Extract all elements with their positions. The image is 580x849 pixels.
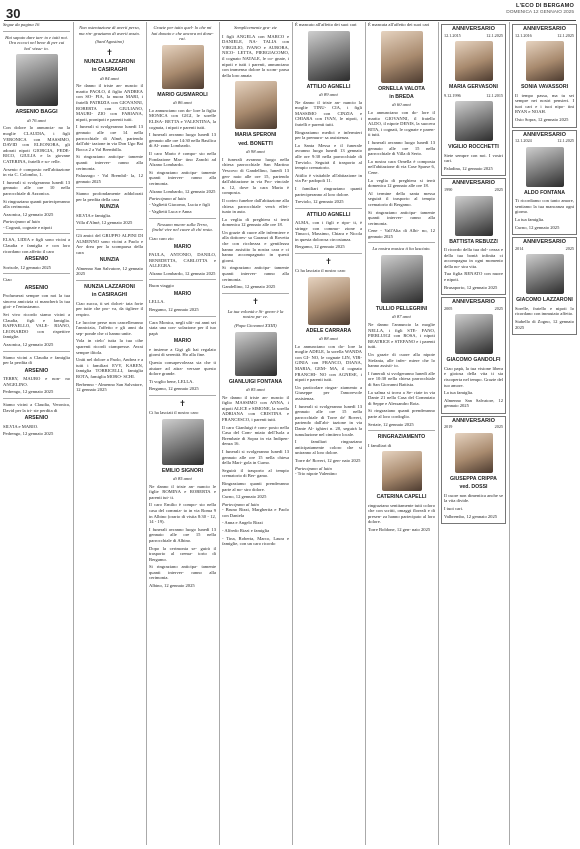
deceased-name-sub: ved. BONETTI	[238, 140, 273, 147]
portrait-photo	[455, 314, 493, 354]
condolence-place-date: Villa d'Almè, 12 gennaio 2025	[76, 220, 133, 226]
condolence-place-date: Bergamo, 12 gennaio 2025	[295, 244, 345, 250]
notice-text: Si ringraziano anticipa- tamente quanti interver- ranno alla cerimonia.	[76, 154, 143, 171]
quote: La tua volontà e Si- gnore è la nostra pa- ce.	[227, 308, 284, 320]
thanks-title: RINGRAZIAMENTO	[377, 434, 426, 441]
notice-text: La veglia di preghiera si terrà domenica 12 gennaio alle ore 18.	[222, 216, 289, 228]
anniversary-sign: La tua famiglia.	[444, 390, 474, 396]
divider	[3, 398, 70, 399]
condolence-sign: SILVIA e MARIO.	[3, 423, 39, 429]
portrait-photo	[526, 41, 564, 81]
quote: Semplicemente gra- zie	[234, 25, 277, 30]
condolence-place-date: Almenno San Salvatore, 12 gennaio 2025	[76, 265, 143, 277]
condolence-place-date: Azzonica, 12 gennaio 2025	[3, 342, 54, 347]
date-end: 12.1.2025	[557, 138, 574, 144]
notice-text: Con dolore lo annuncia- no la moglie CLAUDIA, i figli VERONICA con MASSIMO, DAVID con ELEONORA, gli adorati nipoti GIORGIA, FEDE- RICO, GIULIA e la giovane CATERINA, fratelli e so- relle.	[3, 125, 70, 164]
portrait-photo	[455, 101, 493, 141]
divider	[149, 279, 216, 280]
portrait-photo	[235, 81, 277, 129]
condolence-name: MARIO	[173, 338, 192, 345]
divider	[368, 430, 435, 431]
notice-text: Le luccine perse non cancelleranno l'annicizia, l'affetto e gli anni da sep- ponde che ci hanno unite.	[76, 319, 143, 336]
condolence-place-date: Alzano Lombardo, 12 gennaio 2025	[149, 270, 216, 276]
deceased-age: di 98 anni	[246, 149, 265, 155]
notice-intro: Ci ha lasciato il nostro caro	[295, 268, 346, 274]
date-end: 2025	[494, 305, 503, 311]
anniversary-place-date: Valbrembo, 12 gennaio 2025	[444, 513, 498, 519]
anniversary-title: ANNIVERSARIO	[452, 26, 495, 32]
page-number: 30	[6, 6, 21, 21]
portrait-photo	[382, 451, 422, 491]
anniversary-sign: La tua famiglia.	[515, 216, 545, 222]
condolence-place-date: Sorisole, 12 gennaio 2025	[3, 264, 51, 270]
deceased-age: di 84 anni	[100, 75, 119, 81]
notice-place-date: Palazzago - Val Brembil- la, 12 gennaio 2025	[76, 173, 143, 184]
anniversary-box	[441, 416, 506, 524]
portrait-photo	[455, 196, 493, 236]
notice-text: I familiari ringraziano anticipatamente coloro che si uniranno al loro dolore.	[295, 439, 362, 456]
condolence-text: Sianno profondamente addolorati per la perdita della cara	[76, 191, 143, 202]
portrait-photo	[235, 332, 277, 376]
deceased-name: MARIA SPERONI	[234, 132, 277, 139]
notice-place-date: Curno, 12 gennaio 2025	[222, 494, 267, 500]
notice-place-date: Gandellino, 12 gennaio 2025	[222, 284, 276, 290]
portrait-photo	[455, 41, 493, 81]
divider	[3, 351, 70, 352]
deceased-name: MARIA GERVASONI	[449, 84, 498, 91]
notice-text: Ringraziamo quanti prenderanno parte al no- stro dolore.	[222, 480, 289, 492]
date-start: 9.12.1996	[444, 92, 461, 98]
deceased-name-sub: in BREDA	[389, 94, 414, 100]
condolence-text: e insieme a Gigi gli hai regalato giorni di serenità. Ho alla fine.	[149, 346, 216, 358]
condolence-place-date: Pedrengo, 12 gennaio 2025	[3, 389, 54, 395]
notice-text: Un particolare ringra- ziamento a Giuseppe per l'amorevole assistenza.	[295, 384, 362, 401]
anniversary-box	[441, 24, 506, 176]
divider	[295, 253, 362, 254]
notice-text: I funerali si svolgeranno lunedì 13 gennaio alle ore 10 nella parrocchiale di Azzonica.	[3, 179, 70, 196]
quote: Nessuno muore sulla Terra, finché vive nel cuore di chi resta.	[152, 221, 213, 233]
deceased-age: di 60 anni	[392, 102, 411, 108]
notice-text: Si ringraziano anticipa- tamente quanti interver- ranno alla cerimonia.	[149, 169, 216, 186]
notice-text: I funerali avranno luogo lunedì 13 gennaio alle ore 14:30 nella Basilica di Al- zano Lombardo.	[149, 132, 216, 149]
condolence-text: Profumerai sempre con noi la tua sincera amicizia ci mancherà la tua gioi- e l'entusiasmo.	[3, 293, 70, 310]
notice-intro: Ci ha lasciati il nostro caro	[149, 409, 199, 415]
anniversary-title: ANNIVERSARIO	[452, 299, 495, 306]
deceased-name: SONIA VAVASSORI	[520, 84, 569, 91]
notice-text: La Santa Messa e il funerale avranno luogo lunedì 13 gennaio alle ore 9:30 nella parrocchiale di Treviolo. Seguirà il trasporto al tempio crematorio.	[295, 142, 362, 171]
divider	[3, 273, 70, 274]
notice-place-date: Cene - Vall'Alta di Albi- no, 12 gennaio 2025	[368, 228, 435, 239]
condolence-sign: Ti voglio bene, LELLA.	[149, 378, 194, 384]
deceased-name-sub: in CASIRAGHI	[91, 67, 128, 74]
notice-text: I funerali avranno luogo lunedì 13 gennaio alle ore 15 nella parrocchiale di Albino.	[149, 526, 216, 543]
notice-place-date: Berbenno - Almenno San Salvatore, 12 gennaio 2025	[76, 381, 143, 393]
condolence-name: MARIO	[173, 243, 192, 250]
participant: - Cognati, cognate e nipoti	[3, 224, 52, 230]
deceased-name: NUNZIA LAZZARONI	[84, 284, 135, 291]
date-end: 2025	[494, 424, 503, 430]
condolence-text: Cara Monica, negli ulti- mi anni sei stata una con- solazione per il tuo papà	[149, 319, 216, 336]
notice-text: I familiari ringraziano quanti parteciperanno al loro dolore.	[295, 185, 362, 197]
column-7	[438, 22, 509, 846]
notice-text: Seguirà il trasporto al tempio crematorio di Ber- gamo.	[222, 467, 289, 479]
deceased-age: di 86 anni	[173, 100, 192, 106]
portrait-photo	[381, 255, 423, 303]
anniversary-box	[512, 130, 577, 236]
notice-text: I figli ANGELA con MARCO e DANIELE, NA- TALIA con VIRGILIO, IVANO e AURORA, NICO- LETTA, PIERGIACOMO, il cognato NATALE, le co- gnate, i nipoti e tutti i parenti, annunciano con immenso dolore la scom- parsa della loro amata	[222, 33, 289, 78]
divider	[149, 218, 216, 219]
condolence-place-date: Pedrengo, 12 gennaio 2025	[3, 431, 54, 437]
notice-text: Si ringraziano anticipa- tamente quanti interver- ranno alla cerimonia.	[149, 564, 216, 581]
notice-text: Ne danno il triste an- nuncio la moglie TINU- CIA, i figli MASSIMO con CINZIA e CHIARA con IVAN, le nipoti, i fratelli e parenti tutti.	[295, 99, 362, 127]
condolence-sign: LELLA.	[149, 299, 165, 305]
participant: - Alfredo Rizzi e famiglia	[222, 528, 270, 534]
anniversary-box	[441, 297, 506, 414]
anniversary-sign: I tuoi cari.	[444, 506, 464, 512]
quote-author: (Sant'Agostino)	[95, 39, 124, 45]
anniversary-dates	[515, 138, 574, 144]
notice-text: La veglia di preghiera si terrà domenica 12 gennaio alle ore 18.	[368, 177, 435, 189]
anniversary-place-date: Stabello di Zogno, 12 gennaio 2025	[515, 318, 574, 330]
condolence-text: Gli amici del GRUPPO ALPINI DI ALMENNO sono vicini a Paolo e An- drea per la scomparsa della cara	[76, 233, 143, 255]
date-end: 12.1.2025	[557, 32, 574, 38]
participant: - Bruno Rizzi, Margherita e Paolo con Daniela	[222, 507, 289, 518]
notice-text: Il caro Mario è compo- sto nella Fondazione Mar- tino Zanchi ad Alzano Lombardo.	[149, 150, 216, 168]
notice-text: La nostra cara Ornella è composta nell'abitazione di via Case Sparse 6, Cene.	[368, 158, 435, 175]
deceased-name: BATTISTA REBUZZI	[449, 238, 498, 245]
deceased-name: ORNELLA VALOTA	[378, 85, 425, 92]
anniversary-dates	[515, 33, 574, 39]
anniversary-dates	[444, 306, 503, 312]
participants-title: Partecipano al lutto	[3, 219, 41, 225]
notice-place-date: Albino, 12 gennaio 2025	[149, 583, 195, 589]
notice-text: Arsenio è composto nell'abitazione in via C. Colombo, 1.	[3, 166, 70, 178]
column-4	[219, 22, 292, 846]
cross-icon: ✝	[325, 257, 332, 267]
condolence-text: ALMA, con i figli e ripo- ti, è stringe con commo- zione a Tinucci, Massimo, Chiara e Nicola in questa dolorosa circostanza.	[295, 220, 362, 242]
notice-text: Ne danno l'annuncio la moglie NELLA, i figli STE- FANO, PIERLUIGI con ROSA, i nipoti BEATRICE e STEFANO e i parenti tutti.	[368, 322, 435, 350]
notice-text: Si ringraziano anticipa- tamente quanti interver- ranno alla cerimonia.	[222, 265, 289, 282]
notice-text: I funerali si svolgeranno lunedì 13 gennaio alle ore 15 nella parrocchiale di Torre de' Roveri, partendo dall'abi- tazione in via Dante Al- ighieri n. 20, seguirà la tumulazione nel cimitero locale.	[295, 403, 362, 437]
condolence-name: ARSENIO	[24, 367, 49, 374]
notice-text: Ne danno il triste an- nuncio le figlie ROMINA e ROBERTA e parenti tut- ti.	[149, 483, 216, 500]
condolence-text: ELSA, LIDIA e figli sono vicini a Claudia e famiglia e con loro ricordano con affetto il caro	[3, 237, 70, 254]
participants-title: Partecipano al lutto	[149, 196, 187, 202]
anniversary-text: Ti ricordiamo con tanto amore, sentiamo la tua mancanza ogni giorno.	[515, 198, 574, 215]
condolence-name: ARSENIO	[24, 256, 49, 263]
date-end: 12.1.2025	[486, 32, 503, 38]
deceased-name: ARSENIO BAGGI	[15, 109, 58, 116]
anniversary-title: ANNIVERSARIO	[523, 239, 566, 246]
column-1	[0, 22, 73, 846]
cross-icon: ✝	[106, 47, 113, 57]
portrait-photo	[526, 254, 564, 294]
notice-place-date: Alzano Lombardo, 12 gennaio 2025	[149, 188, 216, 194]
notice-place-date: Azzonica, 12 gennaio 2025	[3, 211, 54, 217]
notice-intro: È mancata all'affetto dei suoi cari	[368, 22, 430, 27]
anniversary-place-date: Osio Sopra, 12 gennaio 2025	[515, 116, 569, 122]
date-start: 12.1.2024	[515, 138, 532, 144]
deceased-name: CATERINA CAPELLI	[376, 494, 427, 501]
condolence-name: ATTILIO AGNELLI	[306, 211, 351, 218]
anniversary-box	[512, 24, 577, 128]
notice-text: Si ringraziano quanti parteciperanno alla cerimonia.	[3, 198, 70, 210]
condolence-text: Questa consapevolezza sia che ti aiutare ad attra- versare questo dolore grande.	[149, 360, 216, 377]
date-end: 2025	[494, 186, 503, 192]
deceased-name: MARIO GUSMAROLI	[157, 91, 208, 98]
portrait-photo	[16, 54, 58, 106]
condolence-heading: Ciao caro zio	[149, 236, 174, 242]
notice-text: I funerali avranno luogo nella chiesa parrocchiale San Martino Vescovo di Gandellino, lunedì 13 gen- naio alle ore 15, partendo dall'abitazione in via Pro- vinciale n. 12, dove la cara Maria è composta.	[222, 156, 289, 196]
notice-text: Al termine della santa messa seguirà il trasporto al tempio crematorio di Bergamo.	[368, 190, 435, 207]
condolence-name: MARIO	[173, 291, 192, 298]
anniversary-place-date: Paladina, 12 gennaio 2025	[444, 165, 493, 171]
participant: - Vaglietti Luca e Anna	[149, 209, 192, 215]
date-start: 12.1.2016	[515, 32, 532, 38]
notice-text: I funerali si svolgeranno lunedì alle ore 10:30 nella chiesa parrocchiale di San Giovanni Battista.	[368, 370, 435, 387]
notice-text: Vola in cielo' tutta la tua cihe sparenti ricordi ciampresse. Avrai sempre ilitola.	[76, 338, 143, 355]
date-start: 2019	[444, 424, 453, 430]
anniversary-dates	[444, 424, 503, 430]
deceased-name: NUNZIA LAZZARONI	[84, 58, 135, 65]
deceased-age: di 85 anni	[173, 475, 192, 481]
notice-text: I funerali si svolgeranno lunedì 13 gennaio alle ore 15 nella chiesa della Mari- gola in Curno.	[222, 448, 289, 466]
column-2	[73, 22, 146, 846]
continued-from: Segue da pagina 16	[3, 22, 40, 27]
thanks-place-date: Torre Boldone, 12 gen- naio 2025	[368, 526, 431, 532]
anniversary-title: ANNIVERSARIO	[452, 417, 495, 424]
participant: - Trio nipote Valentino	[295, 471, 337, 477]
column-5	[292, 22, 365, 846]
anniversary-dates	[444, 93, 503, 99]
deceased-age: di 85 anni	[246, 387, 265, 392]
date-start: 2005	[444, 305, 453, 311]
anniversary-title: ANNIVERSARIO	[452, 180, 495, 187]
notice-text: I funerali si svolgeranno lunedì 13 gennaio alle ore 14 nella parrocchiale di Almè, partendo dall'abi- tazione in via Don Ugo Bai Bocca 2 a Val Brembilla.	[76, 124, 143, 152]
masthead	[506, 4, 574, 15]
portrait-photo	[308, 277, 350, 325]
participants-title: Partecipano al lutto	[222, 501, 260, 507]
date-start: 1990	[444, 186, 453, 192]
anniversary-text: Il ricordo della tua dol- cezza e della tua bontà infinita ci accompagna in ogni momento della no- stra vita.	[444, 246, 503, 269]
anniversary-box	[512, 237, 577, 335]
participants-title: Partecipano al lutto	[295, 465, 333, 471]
notice-text: Un grazie di cuore alle infermiere e alla dottores- sa Garanzi di Rovetta che con ricchezza e gentilezza hanno assistito la nostra cara e ci hanno accompagnato in questi giorni.	[222, 229, 289, 263]
anniversary-dates	[515, 246, 574, 252]
thanks-intro: I familiari di	[368, 442, 392, 448]
notice-text: Si ringraziano quanti prenderanno parte al loro cordoglio.	[368, 408, 435, 419]
condolence-place-date: Bergamo, 12 gennaio 2025	[149, 307, 199, 313]
condolence-name: NUNZIA	[99, 204, 120, 211]
condolence-place-date: Bergamo, 12 gennaio 2025	[149, 386, 199, 392]
notice-text: Un grazie di cuore alla nipote Stefania, alle infer- miere che lo hanno assisti- to.	[368, 352, 435, 369]
deceased-age: di 89 anni	[319, 92, 338, 97]
condolence-sign: TERRY, MAURO e non- no ANGELINO.	[3, 376, 70, 387]
quote: Non ostentazione di averti perso, ma rin- graziamo di averti avuto.	[78, 25, 141, 36]
anniversary-text: Sorelle, fratello e nipoti lo ricordano con immutato affetto.	[515, 305, 574, 317]
cross-icon: ✝	[179, 398, 186, 408]
notice-place-date: Seriate, 12 gennaio 2025	[368, 421, 414, 427]
divider	[295, 208, 362, 209]
quote-author: (Papa Giovanni XXIII)	[234, 323, 277, 328]
condolence-sign: SILVIA e famiglia.	[76, 212, 112, 218]
deceased-age: di 76 anni	[27, 117, 46, 123]
notice-text: Ringraziamo medici e infermieri per la premuro- sa assistenza.	[295, 129, 362, 141]
divider	[149, 395, 216, 396]
anniversary-title: ANNIVERSARIO	[523, 131, 566, 138]
notice-text: Ciao zucca, ti sei dolcet- tata forte per tutte che pro- va, da tigliere il respiro.	[76, 300, 143, 318]
participant: - Tina, Roberta, Marco, Laura e famiglie, con un caro ricordo	[222, 535, 289, 547]
divider	[76, 280, 143, 281]
notice-text: La salma si trova a Se- riate in via Dante 21 nella Casa del Commiato di Seppe e Alessandro Rota.	[368, 389, 435, 406]
column-6	[365, 22, 438, 846]
deceased-name: ALDO FONTANA	[523, 189, 566, 196]
condolence-name: ARSENIO	[24, 284, 49, 291]
notice-text: Uniti nel dolore a Paolo, Andrea e a tutti i familiari EVY, KAREN, famiglia TORRICELLI, famiglia ROTA, famiglia MORO- SCHI.	[76, 357, 143, 379]
anniversary-text: Il cuore non dimentica anche se la vita divide.	[444, 492, 503, 504]
masthead-title: L'ECO DI BERGAMO	[516, 3, 574, 9]
notice-text: Il corteo funebre dall'abitazione alla chiesa parrocchiale verrà effet- tuato in auto.	[222, 197, 289, 215]
notice-text: Dopo la cerimonia se- guirà il trasporto al crema- torio di Bergamo.	[149, 545, 216, 562]
anniversary-place-date: Brusaporto, 12 gennaio 2025	[444, 284, 498, 290]
notice-place-date: Treviolo, 12 gennaio 2025	[295, 199, 344, 205]
quote: Grazie per tutto quel- lo che mi hai donato e che ancora mi done- rai.	[151, 25, 214, 42]
notice-text: Si ringraziano anticipa- tamente quanti interver- ranno alla cerimonia.	[368, 209, 435, 226]
masthead-date: DOMENICA 12 GENNAIO 2025	[506, 9, 574, 15]
deceased-name: GIACOMO GANDOLFI	[446, 357, 501, 364]
deceased-name: VIGILIO ROCCHETTI	[448, 144, 499, 151]
portrait-photo	[381, 31, 423, 83]
notice-intro: È mancato all'affetto dei suoi cari	[295, 22, 357, 27]
divider	[3, 31, 70, 32]
date-start: 12.1.2015	[444, 32, 461, 38]
portrait-photo	[526, 147, 564, 187]
divider	[222, 293, 289, 294]
divider	[76, 187, 143, 188]
notice-text: Lo annunciano con do- lore la figlia MONICA con GIGI, le sorelle ELISA- BETTA e VALENTINA, la cognata, i nipoti e parenti tutti.	[149, 107, 216, 130]
participant: - Anna e Angelo Rizzi	[222, 520, 263, 526]
deceased-name: TULLIO PELLEGRINI	[375, 306, 428, 313]
condolence-name: NUNZIA	[99, 257, 120, 264]
header-rule	[4, 20, 576, 21]
condolence-heading: Ciao	[3, 277, 12, 283]
portrait-photo	[162, 419, 204, 465]
deceased-name: GIANLUIGI FONTANA	[228, 378, 283, 385]
quote: Hai saputo dare tan- to e tutti noi. Ora eccoci nel bene di per cui hai' vissu- to.	[5, 34, 68, 51]
quote: La nostra musica ti ha lasciato.	[372, 246, 431, 252]
date-start: 2014	[515, 245, 524, 251]
divider	[76, 229, 143, 230]
notice-text: I funerali avranno luogo lunedì 13 gennaio alle ore 15 nella parrocchiale di Villa di Serio.	[368, 139, 435, 157]
deceased-name: ADELE CARRARA	[305, 327, 352, 334]
condolence-text: Siamo vicini a Claudia e famiglia per la perdita di	[3, 354, 70, 366]
anniversary-text: Ciao papà, la tua visione libera e gioiosa della vita ti sia riscoperta nel tempo. Grazie del tuo amore.	[444, 365, 503, 388]
condolence-text: PAULA, ANTONIO, DANILO, BENEDETTA, CARLOTTA e ALLEGRA.	[149, 252, 216, 269]
notice-text: Attilio è visitabile all'abitazione in via Pa- padopoli 11.	[295, 172, 362, 184]
deceased-name-sub: in CASIRAGHI	[91, 292, 128, 299]
notice-text: Ne danno il triste an- nuncio il figlio MASSIMO con ANNA, i nipoti ALICE e SIMONE, la sorella ADRIANA con CRISTINA e FRANCESCO, i parenti tutti.	[222, 394, 289, 422]
anniversary-sign: Tua figlia RENATO con nuore e nipoti.	[444, 271, 503, 282]
condolence-text: Sei vivo ricordo siamo vicini a Claudia, figli e famiglia. RAFFAELLO, VALE- RIANO, LEONARDO con rispettive famiglie.	[3, 312, 70, 340]
notice-text: Il caro Emilio è compo- sto nella casa del commia- to in via Roma 9 in Albino (orario di visita 8:30 - 12, 14 - 19).	[149, 502, 216, 525]
divider	[149, 316, 216, 317]
anniversary-dates	[444, 33, 503, 39]
date-end: 2025	[565, 245, 574, 251]
thanks-text: ringraziano sentitamente tutti coloro che con scritti, omaggi floreali e di presen- za hanno partecipato al loro dolore.	[368, 502, 435, 525]
anniversary-place-date: Almenno San Salvatore, 12 gennaio 2025	[444, 397, 503, 409]
anniversary-box	[441, 178, 506, 295]
notice-text: Ne danno il triste an- nuncio il marito PAOLO, il figlio ANDREA con SO- FIA, la nuora MARI, i fratelli PATRIZIA con GIOVANNI, ROBERTA con GIULIANO, MAURI- ZIO con FABIANA, nipoti, pronipoti e parenti tutti.	[76, 83, 143, 122]
portrait-photo	[162, 45, 204, 89]
divider	[368, 242, 435, 243]
deceased-age: di 88 anni	[319, 336, 338, 342]
cross-icon: ✝	[252, 296, 259, 306]
portrait-photo	[455, 433, 493, 473]
deceased-name: GIACOMO LAZZARONI	[516, 297, 573, 304]
deceased-age: di 87 anni	[392, 314, 411, 320]
deceased-name: ATTILIO AGNELLI	[306, 83, 351, 90]
deceased-name-sub: ved. DOSSI	[459, 484, 488, 491]
anniversary-text: Il tempo passa, ma tu sei sempre nei nostri pensieri. I tuoi cari e i tuoi nipo- tini RYAN e NOAH.	[515, 92, 574, 115]
condolence-heading: Buon viaggio	[149, 283, 174, 289]
column-8	[509, 22, 580, 846]
notice-text: Lo annunciano con do- lore il marito GIOVANNI, il fratello ALDO, il nipote DENIS, la suocera RITA, i cognati, le cognate e paren- ti tutti.	[368, 110, 435, 138]
condolence-name: ARSENIO	[24, 415, 49, 422]
condolence-text: Siamo vicini a Claudia, Veronica, David per la tri- ste perdita di	[3, 401, 70, 413]
column-3	[146, 22, 219, 846]
notice-text: Il caro Gianluigi è com- posto nella Casa del Com- miato dell'Isola a Brembate di Sopra in via Indipen- denza 16.	[222, 424, 289, 447]
anniversary-text: Siete sempre con noi. I vostri cari.	[444, 152, 503, 164]
portrait-photo	[308, 31, 350, 81]
deceased-name: EMILIO SIGNORI	[161, 467, 204, 474]
deceased-name: GIUSEPPA CRIPPA	[450, 476, 497, 483]
notice-text: Lo annunciano con do- lore la moglie ADELE, la sorella WANDA con GI- NO, le cognate LIN, VIR- GINIA con FRANCO, DIANA, MARIA, GEM- MA, il cognato FRANCHI- NO con AGNESE, i nipoti e parenti tutti.	[295, 343, 362, 383]
notice-place-date: Torre de' Roveri, 12 gen- naio 2025	[295, 457, 361, 463]
anniversary-place-date: Curno, 12 gennaio 2025	[515, 224, 560, 230]
divider	[3, 233, 70, 234]
anniversary-dates	[444, 187, 503, 193]
anniversary-title: ANNIVERSARIO	[523, 26, 566, 32]
date-end: 12.1.2015	[486, 92, 503, 98]
participant: - Vaglietti Giacomo, Lucia e figli	[149, 201, 210, 207]
